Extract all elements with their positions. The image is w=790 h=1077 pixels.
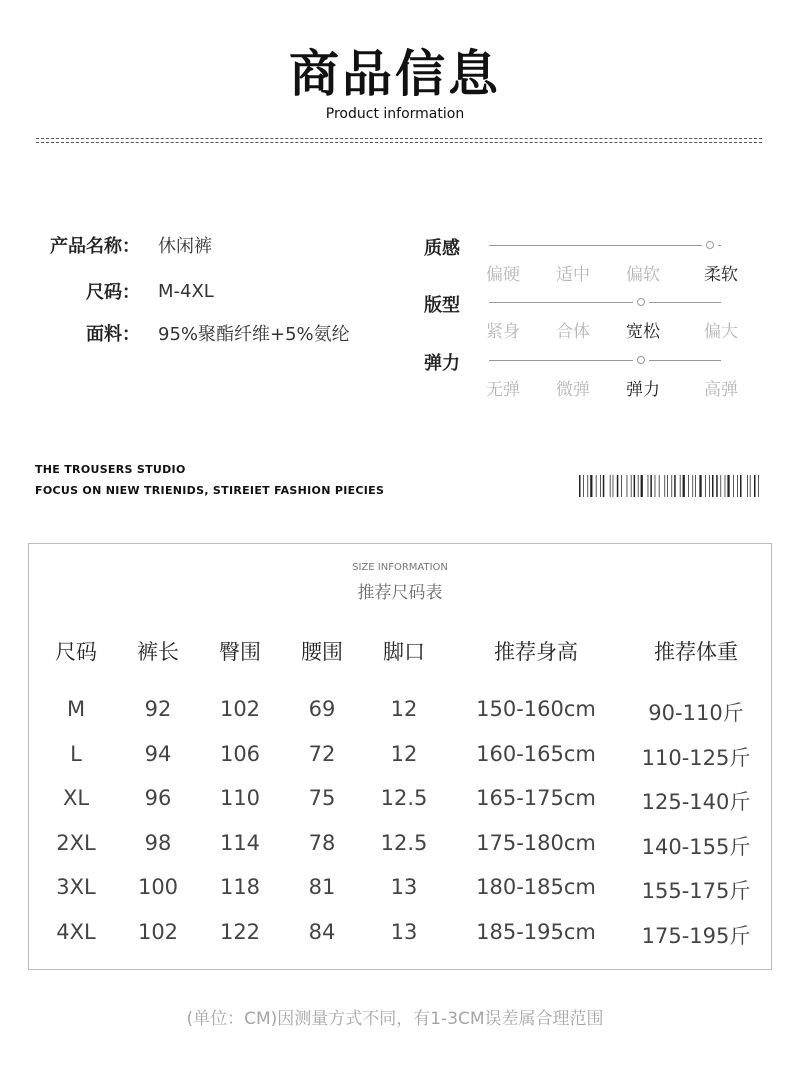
product-fabric-value: 95%聚酯纤维+5%氨纶 — [158, 324, 350, 345]
product-size-label: 尺码： — [86, 282, 140, 303]
size-table-cell: 84 — [308, 920, 336, 944]
attribute-option: 微弹 — [556, 380, 590, 400]
size-table-cell: 12 — [390, 697, 418, 721]
size-table-cell: 106 — [219, 742, 261, 766]
product-size-row — [36, 276, 214, 306]
size-table-cell: 98 — [144, 831, 172, 855]
size-table-cell: 114 — [219, 831, 261, 855]
size-table-cell: 2XL — [56, 831, 96, 855]
size-table-cell: 122 — [219, 920, 261, 944]
size-table-cell: 165-175cm — [476, 786, 596, 810]
size-table-cell: 13 — [390, 920, 418, 944]
size-table-header: 推荐身高 — [494, 640, 578, 664]
size-table-cell: 140-155斤 — [641, 835, 751, 859]
size-table-title-en: SIZE INFORMATION — [352, 562, 448, 573]
size-table-cell: 102 — [219, 697, 261, 721]
size-table-cell: 81 — [308, 875, 336, 899]
size-table-cell: 155-175斤 — [641, 879, 751, 903]
attribute-option: 弹力 — [626, 380, 660, 400]
size-table-header: 臀围 — [219, 640, 261, 664]
size-table-cell: 69 — [308, 697, 336, 721]
measurement-note: (单位：CM)因测量方式不同，有1-3CM误差属合理范围 — [186, 1009, 604, 1029]
size-table-header: 裤长 — [137, 640, 179, 664]
barcode-icon — [579, 475, 763, 497]
attribute-option: 无弹 — [486, 380, 520, 400]
brand-line-1: THE TROUSERS STUDIO — [35, 463, 186, 476]
attribute-option: 紧身 — [486, 322, 520, 342]
size-table-cell: 160-165cm — [476, 742, 596, 766]
size-table-cell: 110-125斤 — [641, 746, 751, 770]
page-title: 商品信息 — [289, 45, 501, 103]
size-table-cell: 90-110斤 — [648, 701, 744, 725]
size-table-cell: 3XL — [56, 875, 96, 899]
attribute-option: 偏硬 — [486, 265, 520, 285]
size-table-cell: 185-195cm — [476, 920, 596, 944]
size-table-cell: 100 — [137, 875, 179, 899]
size-table-cell: 72 — [308, 742, 336, 766]
attribute-title: 弹力 — [424, 353, 460, 374]
attribute-scale — [489, 297, 721, 307]
size-table-header: 脚口 — [383, 640, 425, 664]
attribute-option: 偏软 — [626, 265, 660, 285]
size-table-cell: 125-140斤 — [641, 790, 751, 814]
divider-top — [36, 138, 762, 139]
size-table-cell: 75 — [308, 786, 336, 810]
size-table-cell: 102 — [137, 920, 179, 944]
size-table-cell: 13 — [390, 875, 418, 899]
size-table-cell: XL — [62, 786, 90, 810]
attribute-option: 适中 — [556, 265, 590, 285]
size-table-cell: 96 — [144, 786, 172, 810]
attribute-scale — [489, 240, 721, 250]
size-table-cell: 118 — [219, 875, 261, 899]
size-table-header: 腰围 — [301, 640, 343, 664]
size-table-cell: 92 — [144, 697, 172, 721]
page-subtitle: Product information — [325, 106, 465, 122]
size-table-cell: 78 — [308, 831, 336, 855]
size-table-cell: 12 — [390, 742, 418, 766]
size-table-cell: L — [70, 742, 82, 766]
product-fabric-label: 面料： — [86, 324, 140, 345]
product-size-value: M-4XL — [158, 280, 214, 302]
scale-marker-icon — [637, 298, 645, 306]
size-table-title: 推荐尺码表 — [357, 583, 443, 603]
size-table-cell: 150-160cm — [476, 697, 596, 721]
size-table-cell: 110 — [219, 786, 261, 810]
size-table-header: 推荐体重 — [654, 640, 738, 664]
size-table-cell: 180-185cm — [476, 875, 596, 899]
product-name-label: 产品名称： — [50, 236, 140, 257]
size-table-cell: 12.5 — [380, 831, 428, 855]
attribute-option: 偏大 — [704, 322, 738, 342]
size-table-cell: 175-195斤 — [641, 924, 751, 948]
product-fabric-row — [36, 318, 350, 348]
product-name-row — [36, 230, 212, 260]
attribute-option: 柔软 — [704, 265, 738, 285]
attribute-title: 质感 — [424, 238, 460, 259]
scale-marker-icon — [637, 356, 645, 364]
scale-marker-icon — [706, 241, 714, 249]
size-table-panel — [28, 543, 772, 970]
size-table-cell: 12.5 — [380, 786, 428, 810]
size-table-header: 尺码 — [55, 640, 97, 664]
size-table-cell: 94 — [144, 742, 172, 766]
attribute-scale — [489, 355, 721, 365]
attribute-title: 版型 — [424, 295, 460, 316]
attribute-option: 宽松 — [626, 322, 660, 342]
size-table-cell: M — [66, 697, 86, 721]
attribute-option: 高弹 — [704, 380, 738, 400]
product-name-value: 休闲裤 — [158, 236, 212, 257]
attribute-option: 合体 — [556, 322, 590, 342]
size-table-cell: 4XL — [56, 920, 96, 944]
size-table-cell: 175-180cm — [476, 831, 596, 855]
divider-bottom — [36, 142, 762, 143]
brand-line-2: FOCUS ON NIEW TRIENIDS, STIREIET FASHION PIECIES — [35, 484, 385, 497]
